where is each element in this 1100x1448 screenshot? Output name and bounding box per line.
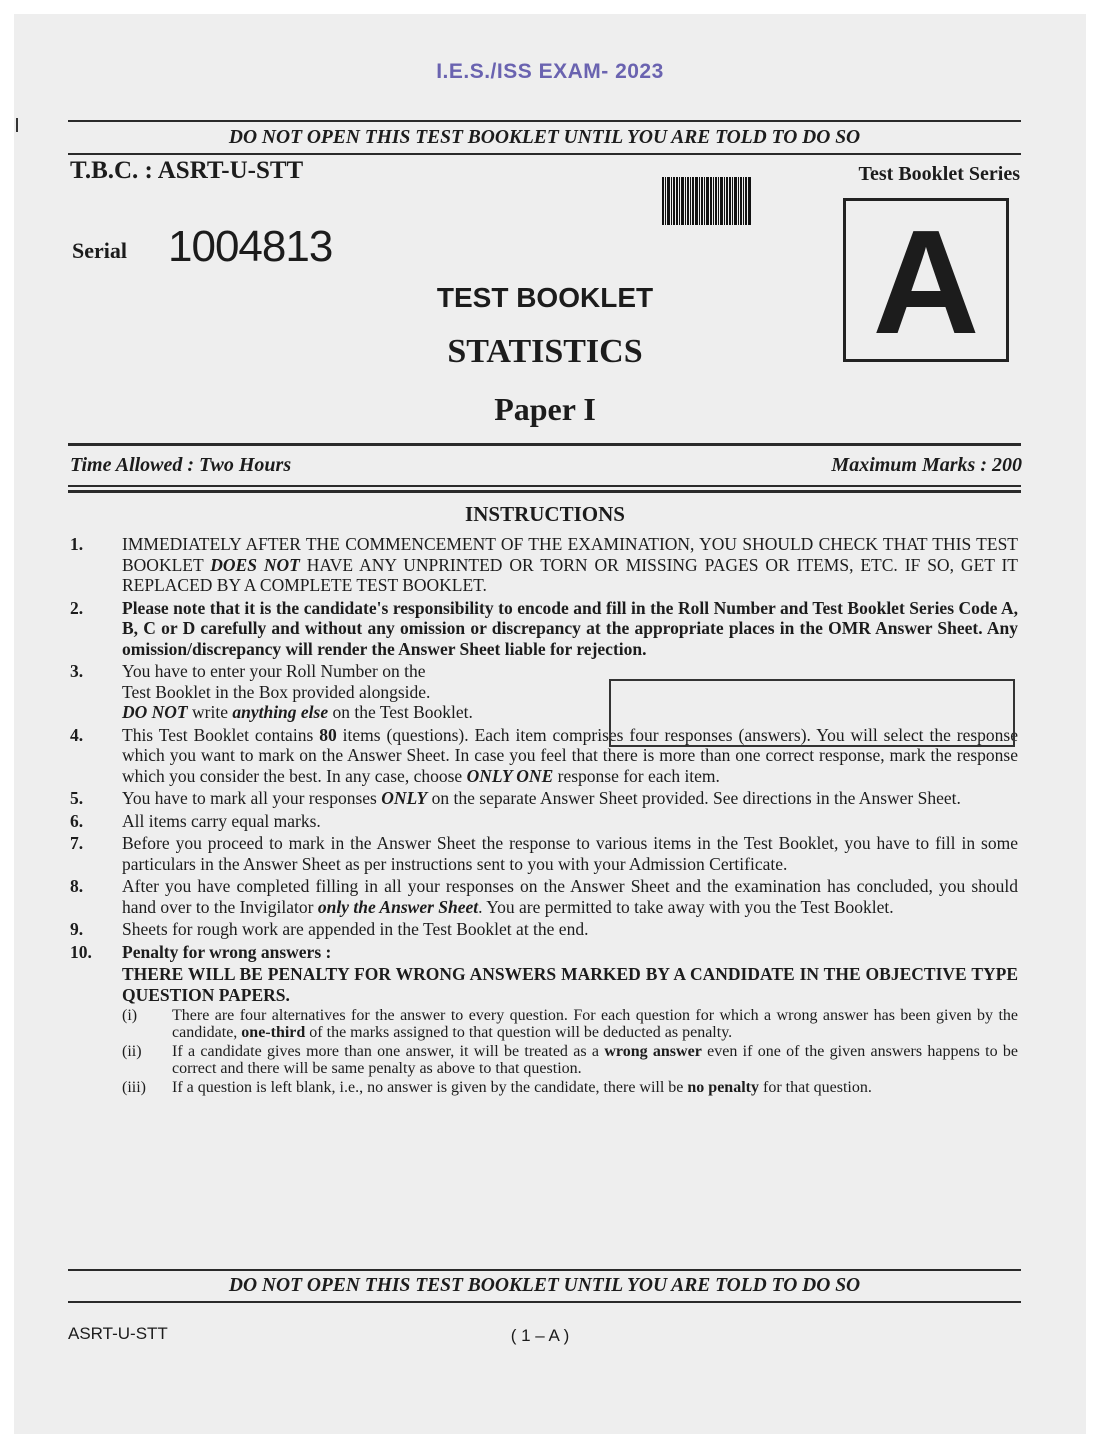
text-run: response for each item.: [553, 765, 720, 786]
instruction-number: 1.: [70, 534, 84, 554]
instruction-text: [122, 942, 1018, 1099]
exam-stamp: I.E.S./ISS EXAM- 2023: [436, 60, 664, 83]
text-run: After you have completed filling in all your responses on the Answer Sheet and the examination has concluded, you should hand over to the Invigilator: [122, 876, 1018, 917]
instruction-item: [70, 534, 1018, 596]
sub-item-number: (iii): [122, 1079, 146, 1096]
instruction-item: [70, 788, 1018, 809]
text-run: write: [187, 702, 233, 722]
series-letter-box: A: [843, 198, 1009, 362]
text-run: for that question.: [758, 1079, 872, 1096]
sub-item-text: [172, 1008, 1018, 1041]
text-run: . You are permitted to take away with you the Test Booklet.: [478, 896, 894, 917]
text-run: anything else: [232, 702, 329, 722]
text-run: IMMEDIATELY AFTER THE COMMENCEMENT OF THE EXAMINATION, YOU SHOULD CHECK THAT THIS TEST BOOKLET: [122, 534, 1018, 575]
text-run: [122, 702, 592, 723]
top-rule: [68, 120, 1021, 122]
instruction-number: 3.: [70, 661, 84, 681]
instruction-item: [70, 833, 1018, 874]
instruction-item: [70, 876, 1018, 917]
text-run: ONLY: [381, 788, 428, 808]
bottom-warning-banner: DO NOT OPEN THIS TEST BOOKLET UNTIL YOU ARE TOLD TO DO SO: [228, 1275, 861, 1296]
text-run: of the marks assigned to that question will be deducted as penalty.: [305, 1023, 733, 1041]
instruction-number: 8.: [70, 876, 84, 896]
time-bottom-rule-2: [68, 490, 1021, 493]
text-run: on the Test Booklet.: [328, 702, 473, 722]
instruction-text: [122, 661, 592, 723]
sub-item-number: (i): [122, 1007, 138, 1024]
penalty-sub-item: [122, 1044, 1018, 1077]
text-run: HAVE ANY UNPRINTED OR TORN OR MISSING PAGES OR ITEMS, ETC. IF SO, GET IT REPLACED BY A COMPLETE TEST BOOKLET.: [122, 554, 1018, 595]
time-bottom-rule-1: [68, 485, 1021, 487]
sub-item-text: [172, 1044, 1018, 1077]
instruction-text: Before you proceed to mark in the Answer Sheet the response to various items in the Test Booklet, you have to fill in some particulars in the Answer Sheet as per instructions sent to you with your Admission Certificate.: [122, 833, 1018, 874]
text-run: You have to enter your Roll Number on the: [122, 661, 426, 681]
margin-mark: [16, 118, 18, 132]
text-run: ONLY ONE: [466, 765, 554, 786]
footer-code: ASRT-U-STT: [68, 1324, 168, 1343]
bottom-banner-rule: [68, 1301, 1021, 1303]
top-warning-banner: DO NOT OPEN THIS TEST BOOKLET UNTIL YOU ARE TOLD TO DO SO: [228, 127, 861, 148]
barcode-icon: [662, 177, 764, 225]
text-run: even if one of the given answers happens to be correct and there will be same penalty as above to that question.: [172, 1043, 1019, 1077]
time-allowed: Time Allowed : Two Hours: [70, 454, 292, 476]
text-run: one-third: [241, 1023, 306, 1041]
instruction-text: [122, 534, 1018, 596]
text-run: Test Booklet in the Box provided alongside.: [122, 681, 431, 702]
text-run: DOES NOT: [210, 554, 300, 575]
text-run: 80: [319, 724, 337, 745]
instruction-number: 10.: [70, 941, 92, 962]
sub-item-number: (ii): [122, 1043, 142, 1060]
text-run: You have to mark all your responses: [122, 788, 382, 808]
penalty-caps: THERE WILL BE PENALTY FOR WRONG ANSWERS MARKED BY A CANDIDATE IN THE OBJECTIVE TYPE QUESTION PAPERS.: [122, 964, 1018, 1005]
instruction-number: 4.: [70, 724, 84, 745]
instruction-number: 6.: [70, 810, 84, 831]
text-run: DO NOT: [122, 702, 188, 722]
text-run: items (questions). Each item comprises four responses (answers). You will select the response which you want to mark on the Answer Sheet. In case you feel that there is more than one correct response, mark the response which you consider the best. In any case, choose: [122, 724, 1019, 786]
serial-label: Serial: [72, 238, 127, 263]
serial-number: 1004813: [168, 222, 333, 271]
roll-number-box[interactable]: [609, 679, 1015, 747]
bottom-banner-top-rule: [68, 1269, 1021, 1271]
text-run: There are four alternatives for the answer to every question. For each question for which a wrong answer has been given by the candidate,: [172, 1007, 1018, 1041]
text-run: This Test Booklet contains: [122, 724, 320, 745]
instruction-text: [122, 876, 1018, 917]
footer-page-number: ( 1 – A ): [510, 1326, 570, 1345]
instruction-item: [70, 598, 1018, 660]
instruction-item: [70, 919, 1018, 940]
text-run: only the Answer Sheet: [317, 896, 479, 917]
instruction-number: 5.: [70, 788, 84, 808]
subject-title: STATISTICS: [447, 333, 643, 370]
text-run: If a candidate gives more than one answer, it will be treated as a: [172, 1043, 605, 1060]
sub-item-text: [172, 1080, 1018, 1097]
text-run: no penalty: [687, 1079, 759, 1096]
booklet-title: TEST BOOKLET: [436, 282, 654, 313]
penalty-sub-item: [122, 1080, 1018, 1097]
instructions-title: INSTRUCTIONS: [465, 502, 625, 526]
penalty-sub-item: [122, 1008, 1018, 1041]
instruction-text: [122, 788, 1018, 809]
instruction-number: 2.: [70, 597, 84, 618]
instruction-number: 9.: [70, 919, 84, 939]
instruction-text: All items carry equal marks.: [122, 810, 321, 831]
test-booklet-series-label: Test Booklet Series: [858, 163, 1020, 185]
instructions-list: [70, 534, 1018, 1101]
instruction-text: Please note that it is the candidate's responsibility to encode and fill in the Roll Number and Test Booklet Series Code A, B, C or D carefully and without any omission or discrepancy at the appropriate places in the OMR Answer Sheet. Any omission/discrepancy will render the Answer Sheet liable for rejection.: [122, 597, 1018, 659]
instruction-item: [70, 811, 1018, 832]
tbc-code: T.B.C. : ASRT-U-STT: [70, 157, 304, 184]
maximum-marks: Maximum Marks : 200: [831, 454, 1022, 476]
time-top-rule: [68, 443, 1021, 446]
instruction-number: 7.: [70, 833, 84, 853]
penalty-heading: Penalty for wrong answers :: [122, 941, 332, 962]
text-run: on the separate Answer Sheet provided. See directions in the Answer Sheet.: [427, 788, 961, 808]
paper-title: Paper I: [494, 391, 596, 427]
text-run: wrong answer: [604, 1043, 702, 1060]
instruction-text: Sheets for rough work are appended in the Test Booklet at the end.: [122, 919, 589, 939]
instruction-item: [70, 942, 1018, 1099]
text-run: If a question is left blank, i.e., no answer is given by the candidate, there will be: [172, 1079, 688, 1096]
banner-rule: [68, 153, 1021, 155]
